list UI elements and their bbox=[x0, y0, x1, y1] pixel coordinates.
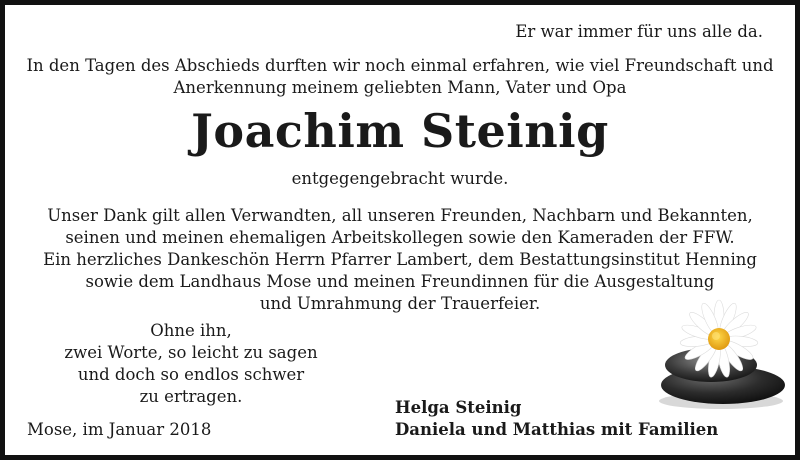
poem-line: Ohne ihn, bbox=[150, 321, 232, 340]
thanks-line: Ein herzliches Dankeschön Herrn Pfarrer Lambert, dem Bestattungsinstitut Henning bbox=[43, 250, 757, 269]
thanks-line: Unser Dank gilt allen Verwandten, all unseren Freunden, Nachbarn und Bekannten, bbox=[47, 206, 753, 225]
poem bbox=[41, 320, 341, 408]
after-name-text: entgegengebracht wurde. bbox=[291, 169, 509, 188]
intro-text bbox=[5, 55, 795, 99]
place-date: Mose, im Januar 2018 bbox=[27, 420, 212, 439]
thanks-line: und Umrahmung der Trauerfeier. bbox=[259, 294, 541, 313]
daisy-on-stones-icon bbox=[641, 293, 791, 413]
motto: Er war immer für uns alle da. bbox=[515, 22, 763, 41]
signer-line: Helga Steinig bbox=[395, 398, 522, 417]
intro-line: Anerkennung meinem geliebten Mann, Vater und Opa bbox=[173, 78, 627, 97]
poem-line: und doch so endlos schwer bbox=[77, 365, 305, 384]
signer-line: Daniela und Matthias mit Familien bbox=[395, 420, 719, 439]
thanks-line: sowie dem Landhaus Mose und meinen Freundinnen für die Ausgestaltung bbox=[85, 272, 715, 291]
poem-line: zwei Worte, so leicht zu sagen bbox=[64, 343, 318, 362]
deceased-name: Joachim Steinig bbox=[191, 104, 609, 158]
thanks-line: seinen und meinen ehemaligen Arbeitskollegen sowie den Kameraden der FFW. bbox=[65, 228, 735, 247]
poem-line: zu ertragen. bbox=[139, 387, 243, 406]
intro-line: In den Tagen des Abschieds durften wir noch einmal erfahren, wie viel Freundschaft und bbox=[26, 56, 774, 75]
